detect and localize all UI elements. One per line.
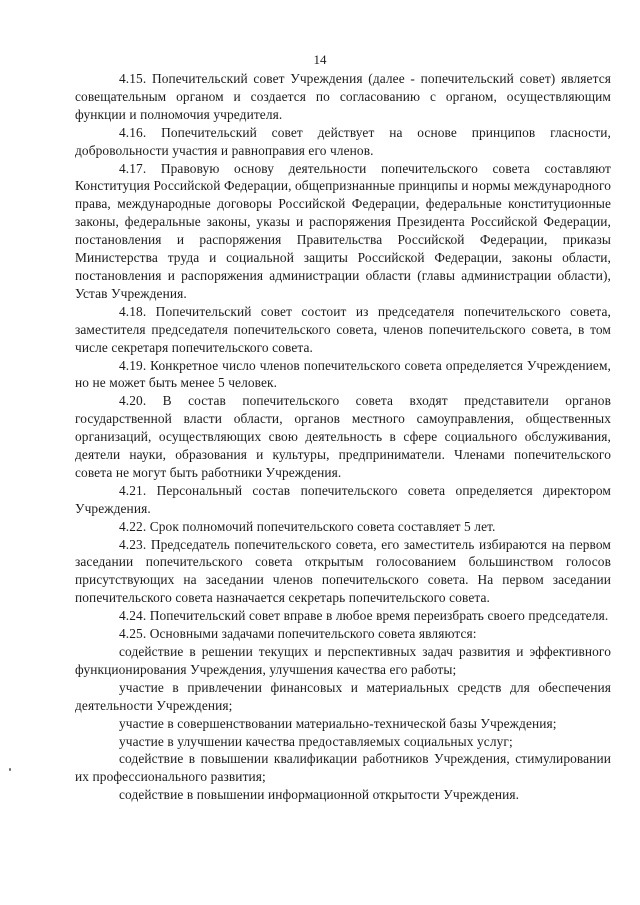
paragraph-4-20: 4.20. В состав попечительского совета входят представители органов государственной власти области, органов местного самоуправления, общественных организаций, осуществляющих свою деятельность в сфере социального обслуживания, деятели науки, образования и культуры, предприниматели. Членами попечительского совета не могут быть работники Учреждения. (75, 393, 611, 480)
scan-speck (9, 768, 11, 771)
task-item-openness: содействие в повышении информационной открытости Учреждения. (119, 787, 520, 803)
paragraph-4-17: 4.17. Правовую основу деятельности попечительского совета составляют Конституция Российской Федерации, общепризнанные принципы и нормы международного права, международные договоры Российской Федерации, федеральные конституционные законы, федеральные законы, указы и распоряжения Президента Российской Федерации, постановления и распоряжения Правительства Российской Федерации, приказы Министерства труда и социальной защиты Российской Федерации, законы области, постановления и распоряжения администрации области (главы администрации области), Устав Учреждения. (75, 160, 611, 301)
page-number: 14 (313, 52, 327, 67)
paragraph-4-15: 4.15. Попечительский совет Учреждения (далее - попечительский совет) является совещательным органом и создается по согласованию с органом, осуществляющим функции и полномочия учредителя. (75, 71, 611, 122)
paragraph-4-24: 4.24. Попечительский совет вправе в любое время переизбрать своего председателя. (119, 608, 609, 624)
paragraph-4-23: 4.23. Председатель попечительского совета, его заместитель избираются на первом заседании попечительского совета открытым голосованием большинством голосов присутствующих на заседании членов попечительского совета. На первом заседании попечительского совета назначается секретарь попечительского совета. (75, 536, 611, 606)
paragraph-4-21: 4.21. Персональный состав попечительского совета определяется директором Учреждения. (75, 482, 611, 516)
task-item-material-base: участие в совершенствовании материально-технической базы Учреждения; (119, 715, 557, 731)
task-item-service-quality: участие в улучшении качества предоставляемых социальных услуг; (119, 733, 513, 749)
paragraph-4-18: 4.18. Попечительский совет состоит из председателя попечительского совета, заместителя председателя попечительского совета, членов попечительского совета, в том числе секретаря попечительского совета. (75, 303, 611, 355)
task-item-development: содействие в решении текущих и перспективных задач развития и эффективного функционирования Учреждения, улучшения качества его работы; (75, 644, 611, 677)
paragraph-4-16: 4.16. Попечительский совет действует на основе принципов гласности, добровольности участия и равноправия его членов. (75, 124, 611, 158)
paragraph-4-25: 4.25. Основными задачами попечительского совета являются: (119, 626, 477, 642)
task-item-qualification: содействие в повышении квалификации работников Учреждения, стимулировании их профессионального развития; (75, 751, 611, 785)
paragraph-4-22: 4.22. Срок полномочий попечительского совета составляет 5 лет. (119, 518, 496, 534)
paragraph-4-19: 4.19. Конкретное число членов попечительского совета определяется Учреждением, но не может быть менее 5 человек. (75, 357, 611, 391)
document-body (75, 70, 611, 804)
task-item-funding: участие в привлечении финансовых и материальных средств для обеспечения деятельности Учреждения; (75, 679, 611, 713)
